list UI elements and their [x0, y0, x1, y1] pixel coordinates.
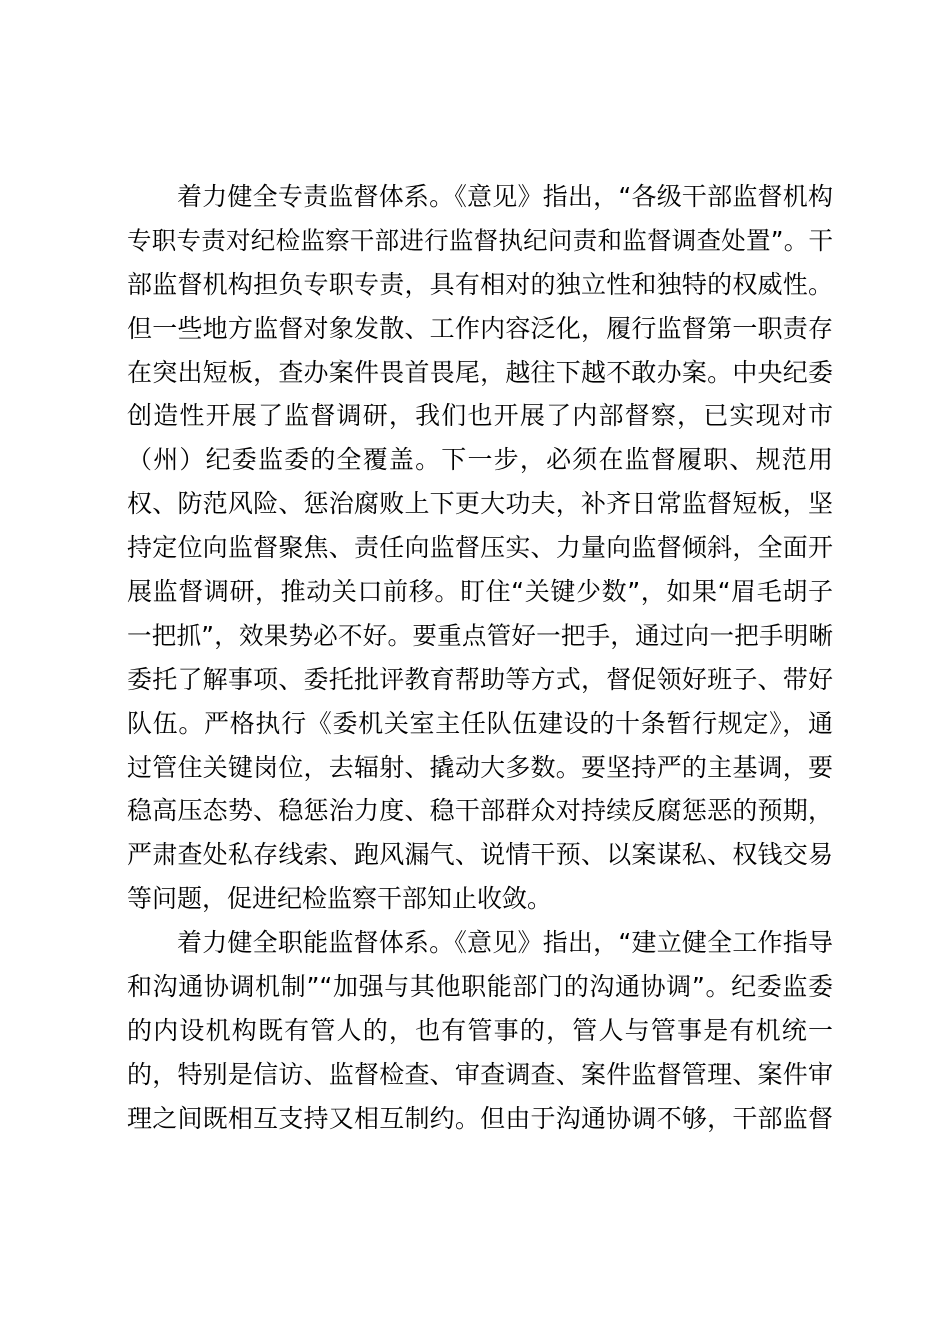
paragraph-line: 权、防范风险、惩治腐败上下更大功夫，补齐日常监督短板，坚 [127, 489, 833, 519]
paragraph-line: 过管住关键岗位，去辐射、撬动大多数。要坚持严的主基调，要 [127, 752, 833, 782]
paragraph-line: 着力健全专责监督体系。《意见》指出，“各级干部监督机构 [177, 182, 833, 211]
paragraph-line: 稳高压态势、稳惩治力度、稳干部群众对持续反腐惩恶的预期， [127, 796, 833, 826]
paragraph-line: 理之间既相互支持又相互制约。但由于沟通协调不够，干部监督 [127, 1103, 833, 1133]
paragraph-line: 持定位向监督聚焦、责任向监督压实、力量向监督倾斜，全面开 [127, 533, 833, 563]
paragraph-line: 但一些地方监督对象发散、工作内容泛化，履行监督第一职责存 [127, 313, 833, 343]
paragraph-line: 和沟通协调机制”“加强与其他职能部门的沟通协调”。纪委监委 [127, 972, 833, 1002]
paragraph-line: 创造性开展了监督调研，我们也开展了内部督察，已实现对市 [127, 401, 833, 431]
paragraph-line: 专职专责对纪检监察干部进行监督执纪问责和监督调查处置”。干 [127, 225, 833, 255]
paragraph-line: 展监督调研，推动关口前移。盯住“关键少数”，如果“眉毛胡子 [127, 577, 833, 607]
paragraph-line: 的内设机构既有管人的，也有管事的，管人与管事是有机统一 [127, 1015, 833, 1045]
paragraph-line: 委托了解事项、委托批评教育帮助等方式，督促领好班子、带好 [127, 664, 833, 694]
paragraph-line: 队伍。严格执行《委机关室主任队伍建设的十条暂行规定》，通 [127, 708, 833, 738]
paragraph-line: 严肃查处私存线索、跑风漏气、说情干预、以案谋私、权钱交易 [127, 840, 833, 870]
body-text [127, 175, 833, 1141]
paragraph-line: 的，特别是信访、监督检查、审查调查、案件监督管理、案件审 [127, 1059, 833, 1089]
paragraph-line: 一把抓”，效果势必不好。要重点管好一把手，通过向一把手明晰 [127, 620, 833, 650]
paragraph-line: （州）纪委监委的全覆盖。下一步，必须在监督履职、规范用 [127, 445, 833, 475]
paragraph-line: 在突出短板，查办案件畏首畏尾，越往下越不敢办案。中央纪委 [127, 357, 833, 387]
paragraph-line: 部监督机构担负专职专责，具有相对的独立性和独特的权威性。 [127, 269, 833, 299]
paragraph-line: 着力健全职能监督体系。《意见》指出，“建立健全工作指导 [177, 928, 833, 958]
paragraph-line: 等问题，促进纪检监察干部知止收敛。 [127, 884, 553, 914]
